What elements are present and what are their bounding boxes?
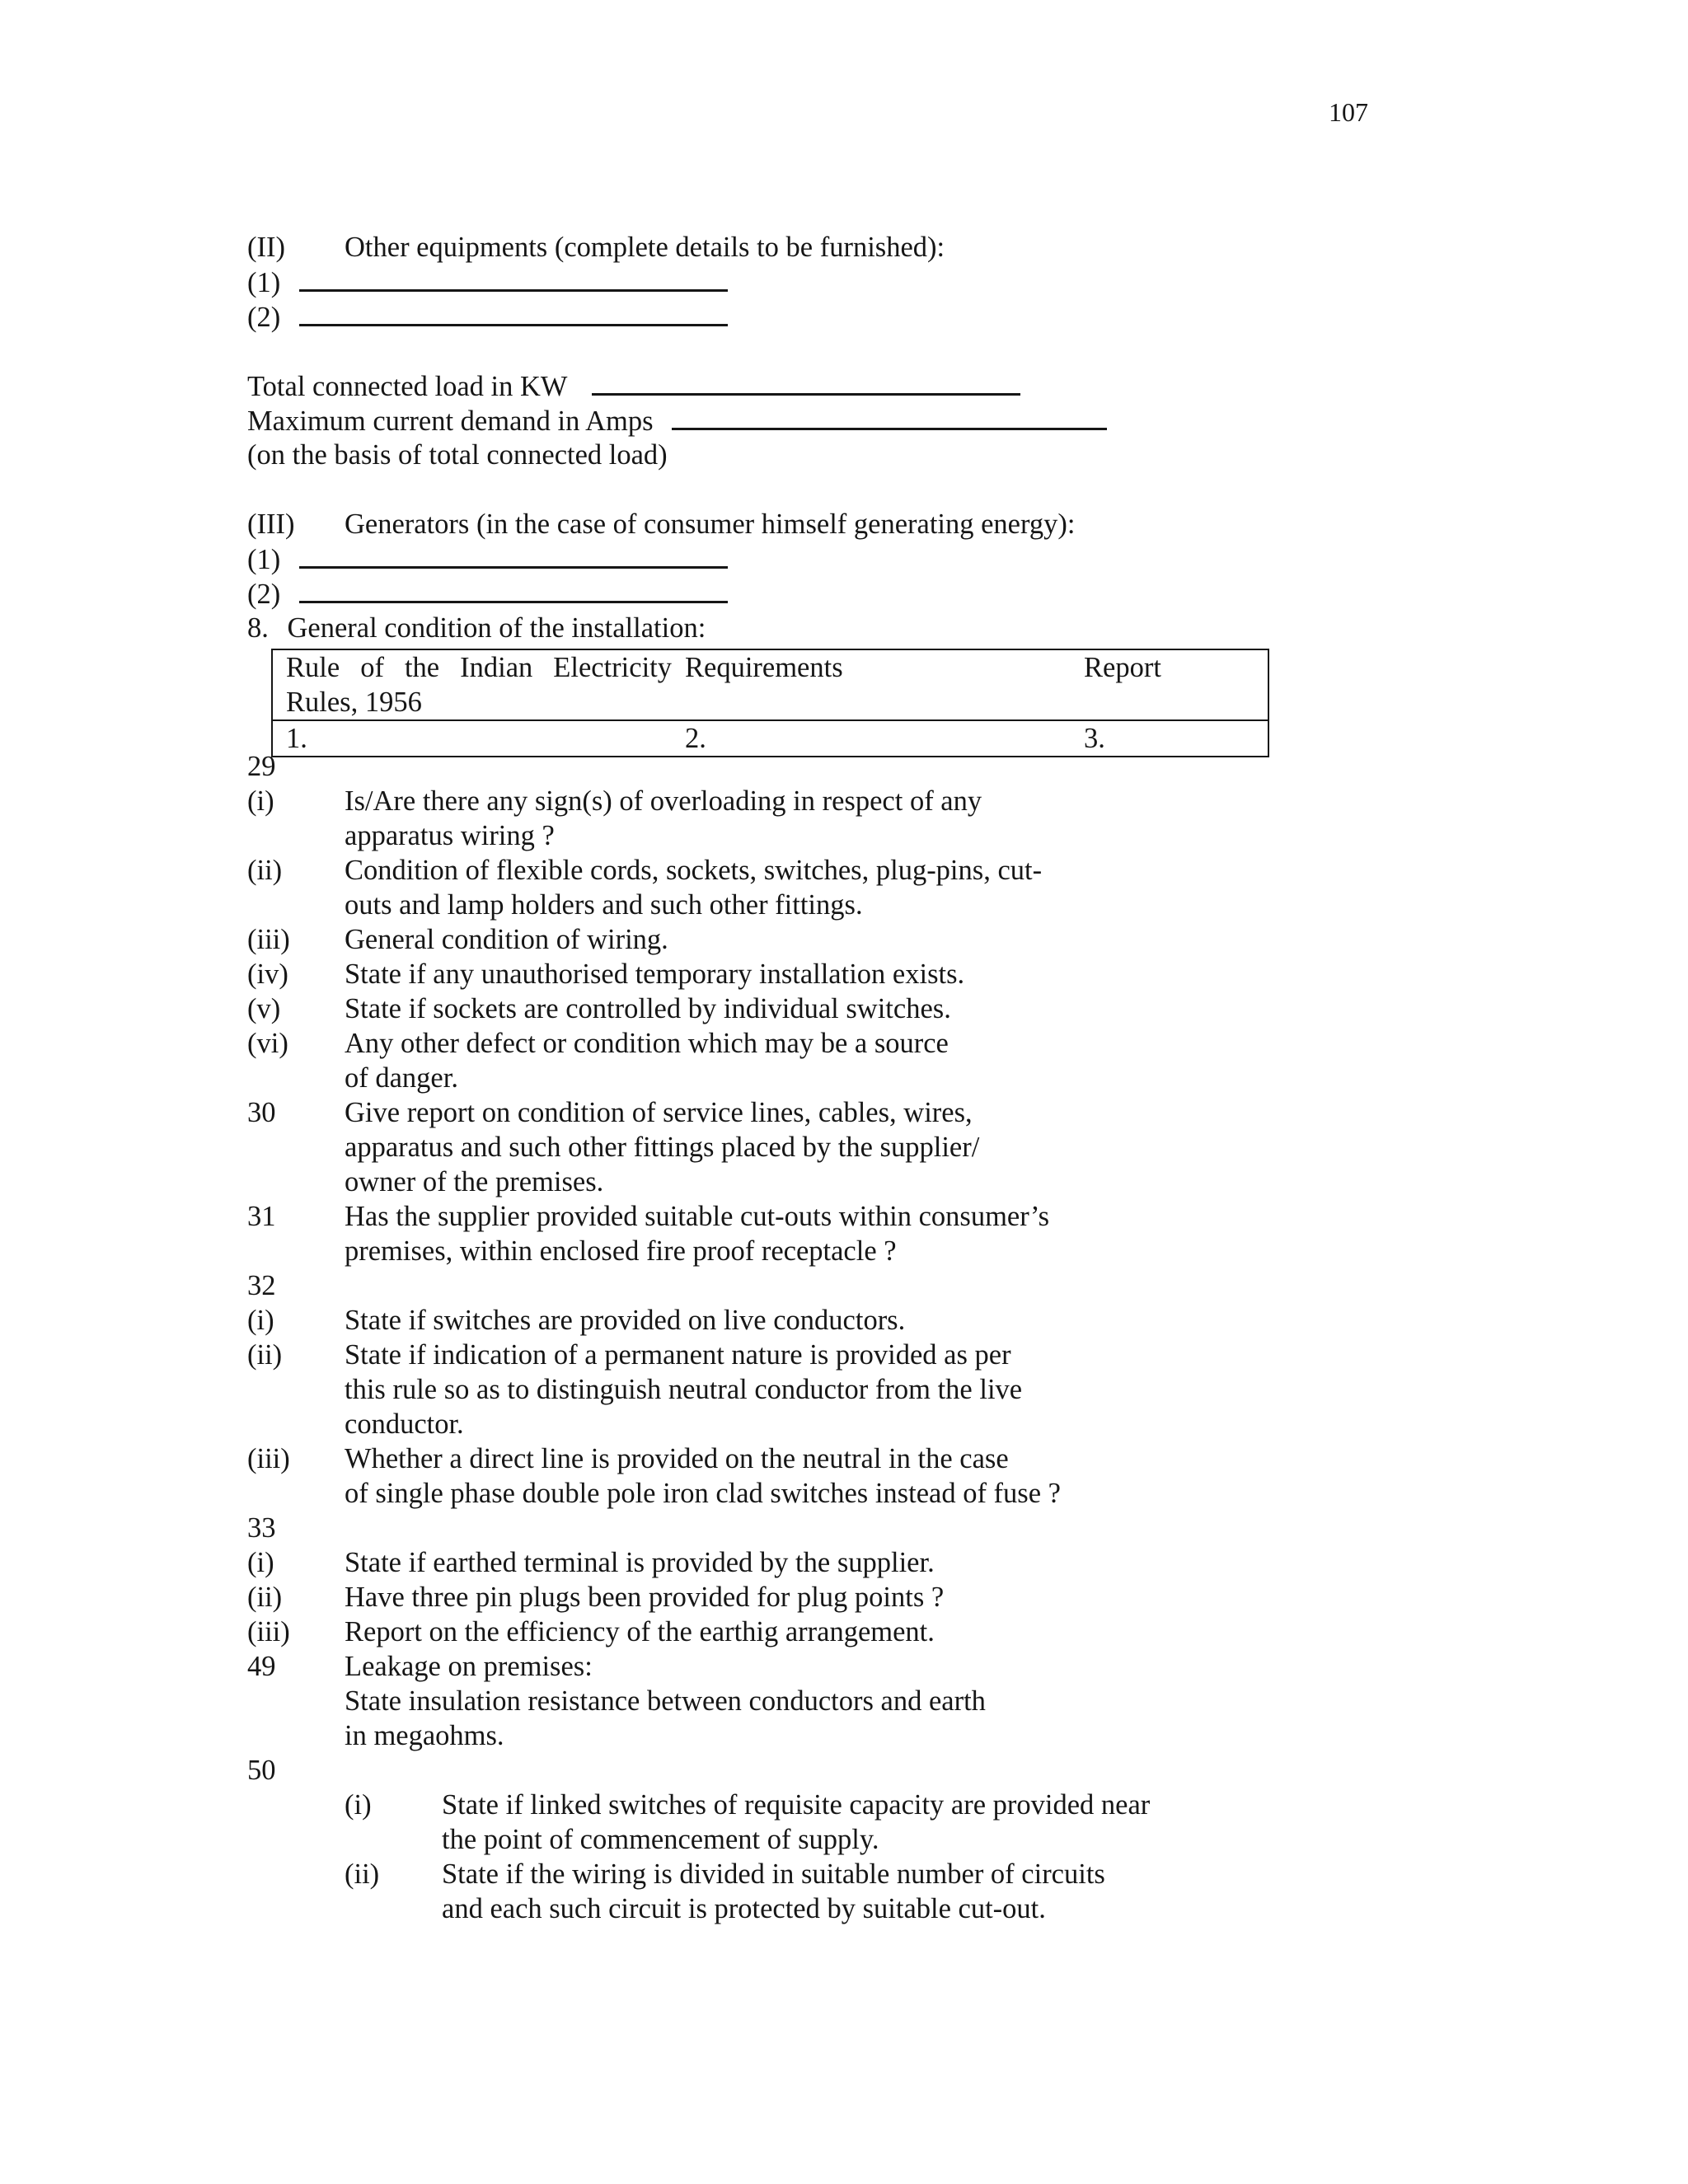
total-connected-load-label: Total connected load in KW xyxy=(247,371,567,402)
header-rule: Rule of the Indian Electricity Rules, 1956 xyxy=(272,649,672,720)
blank-line[interactable] xyxy=(299,576,728,603)
load-basis-note: (on the basis of total connected load) xyxy=(247,439,668,471)
section-3-title: Generators (in the case of consumer himself generating energy): xyxy=(345,509,1076,540)
rule-text: outs and lamp holders and such other fittings. xyxy=(345,889,863,921)
rule-text: in megaohms. xyxy=(345,1720,504,1751)
section-3-item-1-label: (1) xyxy=(247,544,281,575)
rule-50-text: and each such circuit is protected by suitable cut-out. xyxy=(442,1893,1046,1924)
rule-text: Have three pin plugs been provided for plug points ? xyxy=(345,1582,945,1613)
table-header-row xyxy=(272,649,1268,720)
rule-text: State insulation resistance between conductors and earth xyxy=(345,1685,986,1717)
max-current-demand xyxy=(247,403,1107,438)
rule-text: Report on the efficiency of the earthig arrangement. xyxy=(345,1616,935,1647)
rule-text: Any other defect or condition which may be a source xyxy=(345,1028,949,1059)
rule-50-text: the point of commencement of supply. xyxy=(442,1824,879,1855)
rule-label: (i) xyxy=(247,785,274,817)
section-2-item-1 xyxy=(247,265,728,300)
rule-label: (iii) xyxy=(247,924,290,955)
max-current-demand-label: Maximum current demand in Amps xyxy=(247,405,654,437)
rule-label: (i) xyxy=(247,1305,274,1336)
column-number-3: 3. xyxy=(1071,720,1268,757)
rule-50-label: (i) xyxy=(345,1789,372,1821)
table-number-row xyxy=(272,720,1268,757)
rule-label: (ii) xyxy=(247,1339,283,1371)
page-number: 107 xyxy=(1329,97,1368,127)
section-2-item-1-label: (1) xyxy=(247,267,281,298)
rule-text: this rule so as to distinguish neutral conductor from the live xyxy=(345,1374,1023,1405)
section-8-title: General condition of the installation: xyxy=(287,612,706,644)
rule-text: State if indication of a permanent nature is provided as per xyxy=(345,1339,1011,1371)
rule-label: (iii) xyxy=(247,1616,290,1647)
blank-line[interactable] xyxy=(592,368,1020,396)
rule-text: State if sockets are controlled by individual switches. xyxy=(345,993,951,1024)
rule-label: (iii) xyxy=(247,1443,290,1474)
rule-label: (v) xyxy=(247,993,281,1024)
section-2-item-2 xyxy=(247,299,728,335)
blank-line[interactable] xyxy=(299,541,728,569)
rule-label: 50 xyxy=(247,1755,276,1786)
rule-label: 29 xyxy=(247,751,276,782)
column-number-1: 1. xyxy=(272,720,672,757)
rule-label: 31 xyxy=(247,1201,276,1232)
rule-text: Condition of flexible cords, sockets, switches, plug-pins, cut- xyxy=(345,855,1043,886)
rule-text: Leakage on premises: xyxy=(345,1651,593,1682)
blank-line[interactable] xyxy=(299,299,728,326)
rule-50-text: State if the wiring is divided in suitable number of circuits xyxy=(442,1858,1105,1890)
blank-line[interactable] xyxy=(299,265,728,292)
rule-text: of danger. xyxy=(345,1062,458,1094)
rule-text: owner of the premises. xyxy=(345,1166,604,1197)
rule-text: General condition of wiring. xyxy=(345,924,668,955)
rule-text: Has the supplier provided suitable cut-outs within consumer’s xyxy=(345,1201,1050,1232)
rule-text: of single phase double pole iron clad switches instead of fuse ? xyxy=(345,1478,1061,1509)
rule-50-text: State if linked switches of requisite capacity are provided near xyxy=(442,1789,1151,1821)
section-2-title: Other equipments (complete details to be furnished): xyxy=(345,232,945,263)
rule-label: 49 xyxy=(247,1651,276,1682)
rule-label: 33 xyxy=(247,1512,276,1544)
rule-label: 32 xyxy=(247,1270,276,1301)
column-number-2: 2. xyxy=(672,720,1071,757)
header-report: Report xyxy=(1071,649,1268,720)
section-3-label: (III) xyxy=(247,509,295,540)
rule-text: State if any unauthorised temporary installation exists. xyxy=(345,958,965,990)
rule-text: apparatus and such other fittings placed by the supplier/ xyxy=(345,1132,980,1163)
rules-table xyxy=(271,649,1269,757)
section-8-heading xyxy=(247,611,706,645)
section-3-item-2 xyxy=(247,576,728,612)
rule-label: (vi) xyxy=(247,1028,288,1059)
rule-text: State if switches are provided on live conductors. xyxy=(345,1305,906,1336)
rule-text: Is/Are there any sign(s) of overloading in respect of any xyxy=(345,785,982,817)
rule-text: Whether a direct line is provided on the neutral in the case xyxy=(345,1443,1009,1474)
header-requirements: Requirements xyxy=(672,649,1071,720)
blank-line[interactable] xyxy=(672,403,1107,430)
total-connected-load xyxy=(247,368,1020,404)
rule-label: (ii) xyxy=(247,1582,283,1613)
rule-50-label: (ii) xyxy=(345,1858,380,1890)
section-3-item-1 xyxy=(247,541,728,577)
rule-label: (iv) xyxy=(247,958,288,990)
rule-text: conductor. xyxy=(345,1408,464,1440)
section-3-item-2-label: (2) xyxy=(247,579,281,610)
rule-text: Give report on condition of service lines, cables, wires, xyxy=(345,1097,973,1128)
rule-text: apparatus wiring ? xyxy=(345,820,555,851)
section-2-item-2-label: (2) xyxy=(247,302,281,333)
section-8-label: 8. xyxy=(247,612,269,644)
rule-label: (ii) xyxy=(247,855,283,886)
rule-text: premises, within enclosed fire proof receptacle ? xyxy=(345,1235,897,1267)
rule-text: State if earthed terminal is provided by the supplier. xyxy=(345,1547,935,1578)
section-2-label: (II) xyxy=(247,232,285,263)
rule-label: (i) xyxy=(247,1547,274,1578)
rule-label: 30 xyxy=(247,1097,276,1128)
